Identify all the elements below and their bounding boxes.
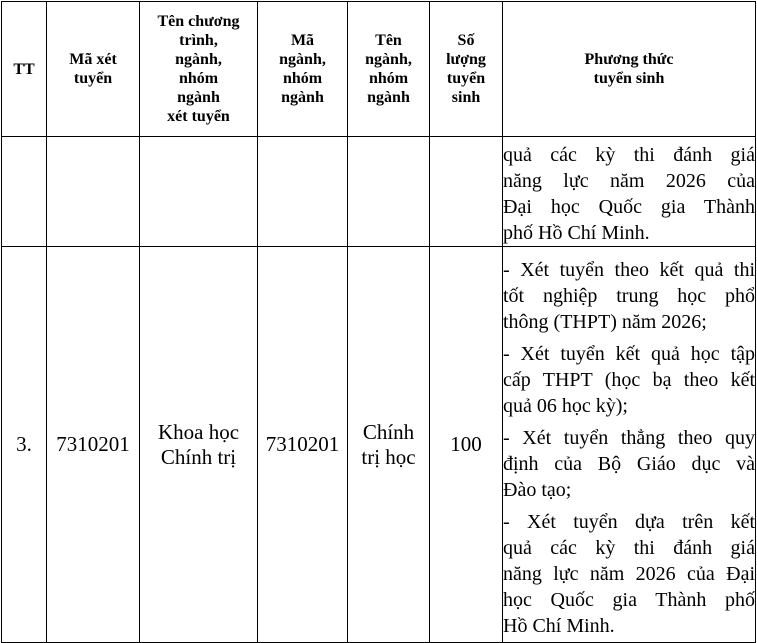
cell-phuong-thuc (503, 247, 756, 643)
cell-phuong-thuc-continuation (503, 137, 756, 247)
cell-so-luong: 100 (430, 247, 503, 643)
cell-ma-xet-tuyen: 7310201 (47, 247, 140, 643)
method-item: - Xét tuyển dựa trên kết quả các kỳ thi đánh giá năng lực năm 2026 của Đại học Quốc gia Thành phố Hồ Chí Minh. (503, 511, 755, 637)
admission-table (1, 1, 756, 643)
cell-ma-xet-tuyen-empty (47, 137, 140, 247)
cell-tt-empty (2, 137, 47, 247)
cell-so-luong-empty (430, 137, 503, 247)
header-row (2, 2, 756, 137)
header-tt: TT (2, 2, 47, 137)
table-row (2, 247, 756, 643)
cell-ten-nganh-empty (348, 137, 430, 247)
cell-ten-nganh: Chính trị học (348, 247, 430, 643)
cell-tt: 3. (2, 247, 47, 643)
method-item: - Xét tuyển thẳng theo quy định của Bộ Giáo dục và Đào tạo; (503, 427, 755, 501)
table-row-continuation (2, 137, 756, 247)
method-line: quả các kỳ thi đánh giá (503, 144, 755, 166)
method-item: - Xét tuyển kết quả học tập cấp THPT (học bạ theo kết quả 06 học kỳ); (503, 343, 755, 417)
header-ma-xet-tuyen: Mã xét tuyển (47, 2, 140, 137)
method-line: phố Hồ Chí Minh. (503, 222, 650, 244)
header-ten-nganh: Tên ngành, nhóm ngành (348, 2, 430, 137)
method-line: năng lực năm 2026 của (503, 170, 755, 192)
cell-ten-chuong-trinh: Khoa học Chính trị (140, 247, 258, 643)
header-phuong-thuc: Phương thức tuyển sinh (503, 2, 756, 137)
header-so-luong: Số lượng tuyển sinh (430, 2, 503, 137)
header-ten-chuong-trinh: Tên chương trình, ngành, nhóm ngành xét tuyển (140, 2, 258, 137)
method-line: Đại học Quốc gia Thành (503, 196, 755, 218)
cell-ma-nganh: 7310201 (258, 247, 348, 643)
header-ma-nganh: Mã ngành, nhóm ngành (258, 2, 348, 137)
cell-ma-nganh-empty (258, 137, 348, 247)
method-item: - Xét tuyển theo kết quả thi tốt nghiệp trung học phổ thông (THPT) năm 2026; (503, 259, 755, 333)
cell-ten-chuong-trinh-empty (140, 137, 258, 247)
